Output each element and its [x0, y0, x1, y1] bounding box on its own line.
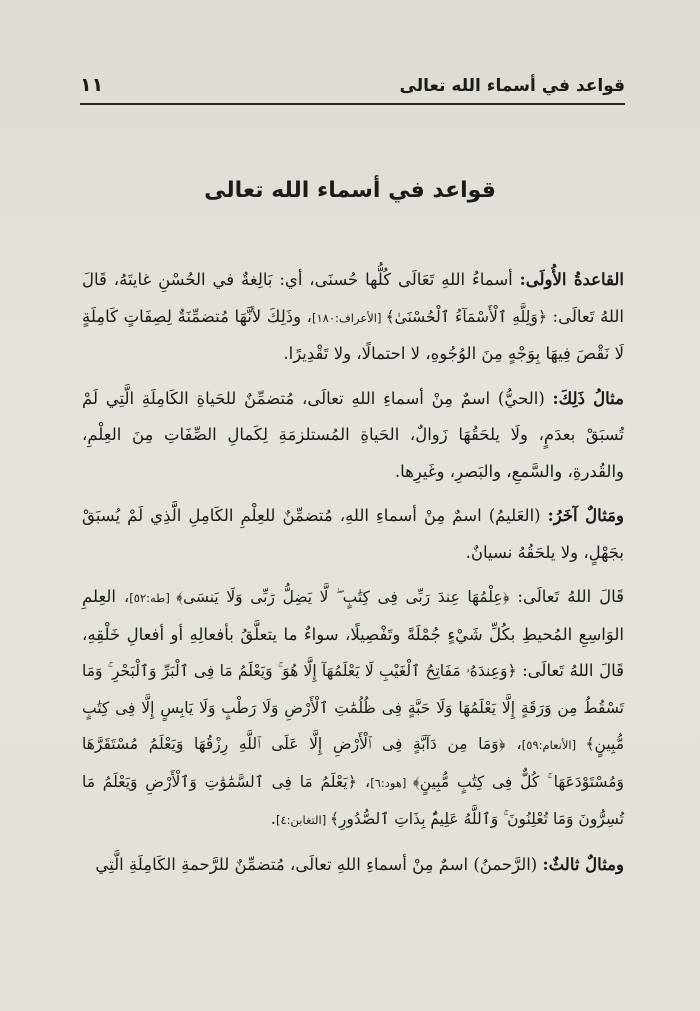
text-run: أسماءُ اللهِ تَعَالَى كُلُّها حُسنَى، أي: بَالِغةٌ في الحُسْنِ غايتَهُ، قَالَ اللهُ تَعالَى: [82, 270, 624, 326]
paragraph-example-1 [82, 381, 624, 491]
text-run: ، [356, 771, 371, 791]
paragraph-lead: ومَثالٌ آخَرُ: [547, 506, 624, 525]
running-title: قواعد في أسماء الله تعالى [399, 76, 625, 96]
text-run: (العَليمُ) اسمٌ مِنْ أسماءِ اللهِ، مُتضمِّنٌ للعِلْمِ الكَامِلِ الَّذِي لَمْ يُسبَقْ بجَهْلٍ، ولا يلحَقُهُ نسيانٌ. [82, 506, 624, 562]
paragraph-example-3 [82, 847, 624, 884]
verse-reference: [هود:٦] [370, 775, 413, 790]
quran-verse: ﴿وَعِندَهُۥ مَفَاتِحُ ٱلْغَيْبِ لَا يَعْلَمُهَآ إِلَّا هُوَ ۚ وَيَعْلَمُ مَا فِى ٱلْبَرِّ وَٱلْبَحْرِ ۚ وَمَا تَسْقُطُ مِن وَرَقَةٍ إِلَّا يَعْلَمُهَا وَلَا حَبَّةٍ فِى ظُلُمَٰتِ ٱلْأَرْضِ وَلَا رَطْبٍ وَلَا يَابِسٍ إِلَّا فِى كِتَٰبٍ مُّبِينٍ﴾ [82, 662, 624, 753]
quran-verse: ﴿وَلِلَّهِ ٱلْأَسْمَآءُ ٱلْحُسْنَىٰ﴾ [385, 307, 547, 326]
text-run: . [270, 809, 276, 828]
paragraph-lead: ومثالٌ ثالثٌ: [542, 854, 624, 874]
page-number: ١١ [80, 74, 104, 96]
paragraph-lead: مثالُ ذَلِكَ: [552, 388, 625, 408]
text-run: (الحيُّ) اسمٌ مِنْ أسماءِ اللهِ تعالَى، مُتضمِّنٌ للحَياةِ الكَامِلَةِ الَّتِي لَمْ تُسبَقْ بعدَمٍ، ولَا يلحَقُهَا زَوالٌ، الحَياةِ المُستلزمَةِ لِكَمالِ الصِّفَاتِ مِنَ العِلْمِ، والقُدرةِ، والسَّمعِ، والبَصرِ، وغَيرِها. [82, 388, 624, 481]
text-run: (الرَّحمنُ) اسمٌ مِنْ أسماءِ اللهِ تعالَى، مُتضمِّنٌ للرَّحمةِ الكَامِلَةِ الَّتِي [95, 854, 543, 874]
verse-reference: [طه:٥٢] [129, 591, 177, 605]
verse-reference: [الأعراف:١٨٠] [311, 310, 386, 325]
body-text [82, 262, 624, 891]
text-run: قَالَ اللهُ تَعالَى: [509, 587, 624, 606]
text-run: ، العِلمِ الوَاسِعِ المُحيطِ بكُلِّ شَيْءٍ جُمْلَةً وتَفْصِيلًا، سواءٌ ما يتعلَّقُ بأفعالِهِ أو أفعالِ خَلْقِهِ، قَالَ اللهُ تَعالَى: [82, 587, 624, 680]
text-run: ، [505, 734, 522, 753]
verse-reference: [التغابن:٤] [275, 813, 330, 827]
paragraph-example-2 [82, 498, 624, 571]
paragraph-verses [82, 579, 624, 839]
quran-verse: ﴿يَعْلَمُ مَا فِى ٱلسَّمَٰوَٰتِ وَٱلْأَرْضِ وَيَعْلَمُ مَا تُسِرُّونَ وَمَا تُعْلِنُونَ ۚ وَٱللَّهُ عَلِيمٌۢ بِذَاتِ ٱلصُّدُورِ﴾ [82, 772, 624, 828]
verse-reference: [الأنعام:٥٩] [521, 738, 586, 752]
quran-verse: ﴿وَمَا مِن دَآبَّةٍ فِى ٱلْأَرْضِ إِلَّا عَلَى ٱللَّهِ رِزْقُهَا وَيَعْلَمُ مُسْتَقَرَّهَا وَمُسْتَوْدَعَهَا ۚ كُلٌّ فِى كِتَٰبٍ مُّبِينٍ﴾ [82, 735, 624, 791]
header-rule [80, 103, 625, 105]
paragraph-lead: القاعدةُ الأُولَى: [519, 270, 624, 289]
quran-verse: ﴿عِلْمُهَا عِندَ رَبِّى فِى كِتَٰبٍ ۖ لَّا يَضِلُّ رَبِّى وَلَا يَنسَى﴾ [176, 588, 510, 606]
text-run: ، وذَلِكَ لأنَّهَا مُتضمِّنَةٌ لِصِفَاتٍ كَامِلَةٍ لَا نَقْصَ فِيهَا بِوَجْهٍ مِنَ الوُجُوهِ، لا احتمالًا، ولا تَقْدِيرًا. [82, 306, 624, 363]
chapter-title: قواعد في أسماء الله تعالى [204, 178, 496, 203]
paragraph-rule-1 [82, 262, 624, 373]
